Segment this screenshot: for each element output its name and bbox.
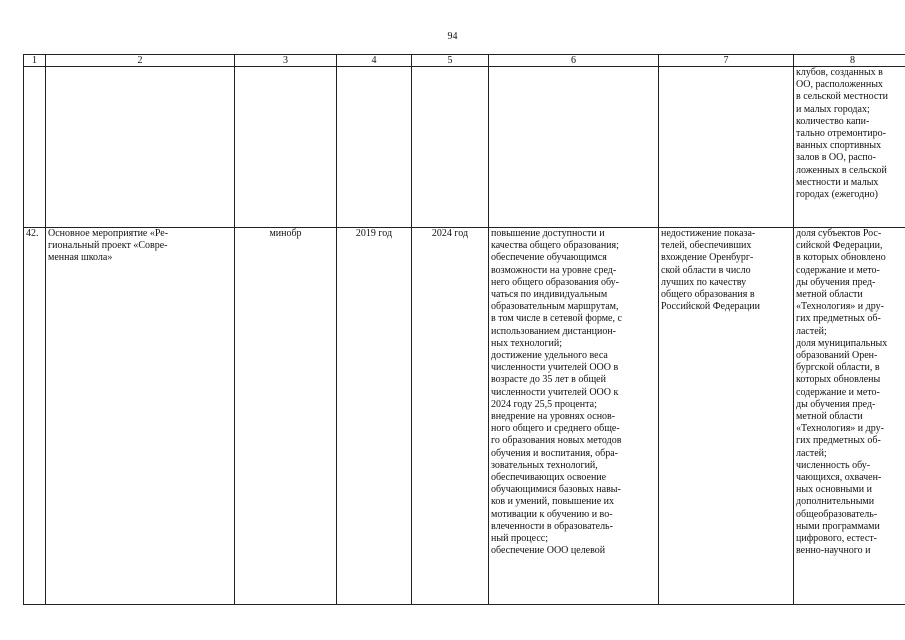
header-col-6: 6: [489, 55, 659, 67]
header-col-4: 4: [337, 55, 412, 67]
table-row-continuation: [24, 67, 905, 228]
cell-empty: [235, 67, 337, 228]
expected-result-cell: повышение доступности и качества общего образования; обеспечение обучающимся возможности на уровне сред- него общего образования обу- чаться по индивидуальным образовательным маршрутам, в том числе в сетевой форме, с использованием дистанцион- ных технологий; достижение удельного веса численности учителей ООО в возрасте до 35 лет в общей численности учителей ООО к 2024 году 25,5 процента; внедрение на уровнях основ- ного общего и среднего обще- го образования новых методов обучения и воспитания, обра- зовательных технологий, обеспечивающих освоение обучающимися базовых навы- ков и умений, повышение их мотивации к обучению и во- влеченности в образователь- ный процесс; обеспечение ООО целевой: [489, 228, 659, 605]
cell-empty: [46, 67, 235, 228]
cell-empty: [337, 67, 412, 228]
header-col-8: 8: [794, 55, 905, 67]
cell-empty: [489, 67, 659, 228]
row-number-cell: 42.: [24, 228, 46, 605]
end-year-cell: 2024 год: [412, 228, 489, 605]
header-col-1: 1: [24, 55, 46, 67]
cell-empty: [412, 67, 489, 228]
measures-table: [23, 54, 905, 605]
header-col-5: 5: [412, 55, 489, 67]
table-row: [24, 228, 905, 605]
consequence-cell: недостижение показа- телей, обеспечивших вхождение Оренбург- ской области в число лучших по качеству общего образования в Российской Федерации: [659, 228, 794, 605]
page-number: 94: [447, 31, 458, 42]
indicators-continuation-cell: клубов, созданных в ОО, расположенных в сельской местности и малых городах; количество капи- тально отремонтиро- ванных спортивных залов в ОО, распо- ложенных в сельской местности и малых городах (ежегодно): [794, 67, 905, 228]
header-col-3: 3: [235, 55, 337, 67]
cell-empty: [24, 67, 46, 228]
cell-empty: [659, 67, 794, 228]
header-col-2: 2: [46, 55, 235, 67]
measure-name-cell: Основное мероприятие «Ре- гиональный проект «Совре- менная школа»: [46, 228, 235, 605]
header-col-7: 7: [659, 55, 794, 67]
header-row: [24, 55, 905, 67]
executor-cell: минобр: [235, 228, 337, 605]
start-year-cell: 2019 год: [337, 228, 412, 605]
indicators-cell: доля субъектов Рос- сийской Федерации, в которых обновлено содержание и мето- ды обучения пред- метной области «Технология» и дру- гих предметных об- ластей; доля муниципальных образований Орен- бургской области, в которых обновлены содержание и мето- ды обучения пред- метной области «Технология» и дру- гих предметных об- ластей; численность обу- чающихся, охвачен- ных основными и дополнительными общеобразователь- ными программами цифрового, естест- венно-научного и: [794, 228, 905, 605]
